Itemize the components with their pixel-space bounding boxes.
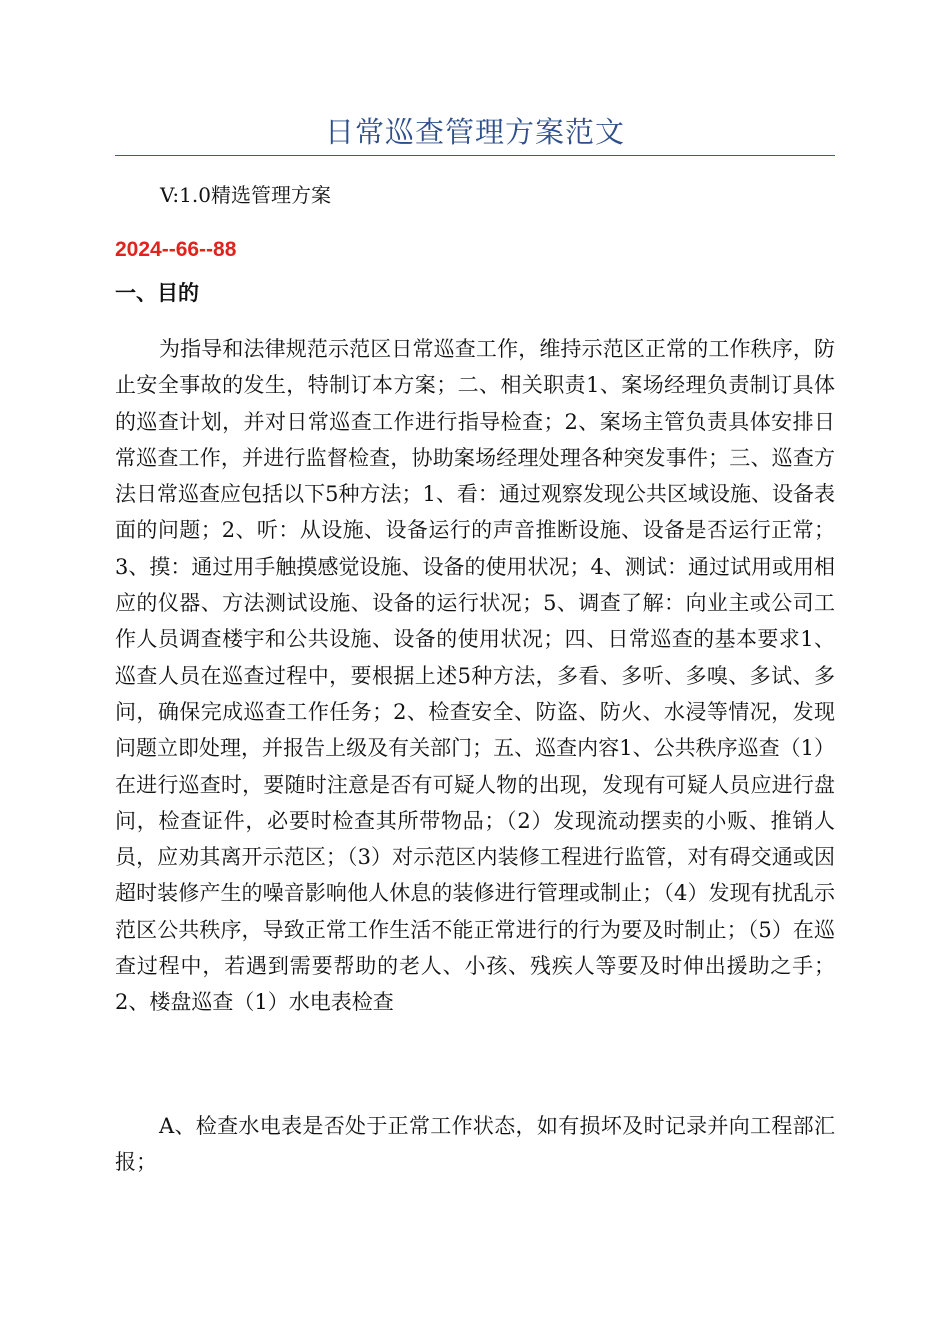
body-paragraph: 为指导和法律规范示范区日常巡查工作，维持示范区正常的工作秩序，防止安全事故的发生，特制订本方案；二、相关职责1、案场经理负责制订具体的巡查计划，并对日常巡查工作进行指导检查；2、案场主管负责具体安排日常巡查工作，并进行监督检查，协助案场经理处理各种突发事件；三、巡查方法日常巡查应包括以下5种方法；1、看：通过观察发现公共区域设施、设备表面的问题；2、听：从设施、设备运行的声音推断设施、设备是否运行正常；3、摸：通过用手触摸感觉设施、设备的使用状况；4、测试：通过试用或用相应的仪器、方法测试设施、设备的运行状况；5、调查了解：向业主或公司工作人员调查楼宇和公共设施、设备的使用状况；四、日常巡查的基本要求1、巡查人员在巡查过程中，要根据上述5种方法，多看、多听、多嗅、多试、多问，确保完成巡查工作任务；2、检查安全、防盗、防火、水浸等情况，发现问题立即处理，并报告上级及有关部门；五、巡查内容1、公共秩序巡查（1）在进行巡查时，要随时注意是否有可疑人物的出现，发现有可疑人员应进行盘问，检查证件，必要时检查其所带物品；（2）发现流动摆卖的小贩、推销人员，应劝其离开示范区；（3）对示范区内装修工程进行监管，对有碍交通或因超时装修产生的噪音影响他人休息的装修进行管理或制止；（4）发现有扰乱示范区公共秩序，导致正常工作生活不能正常进行的行为要及时制止；（5）在巡查过程中，若遇到需要帮助的老人、小孩、残疾人等要及时伸出援助之手；2、楼盘巡查（1）水电表检查 — [115, 337, 835, 1015]
version-line: V:1.0精选管理方案 — [160, 183, 331, 207]
document-date: 2024--66--88 — [115, 238, 237, 261]
document-title: 日常巡查管理方案范文 — [324, 115, 625, 149]
body-paragraph: A、检查水电表是否处于正常工作状态，如有损坏及时记录并向工程部汇报； — [115, 1114, 835, 1175]
section-heading: 一、目的 — [115, 282, 199, 305]
title-underline — [115, 155, 835, 156]
